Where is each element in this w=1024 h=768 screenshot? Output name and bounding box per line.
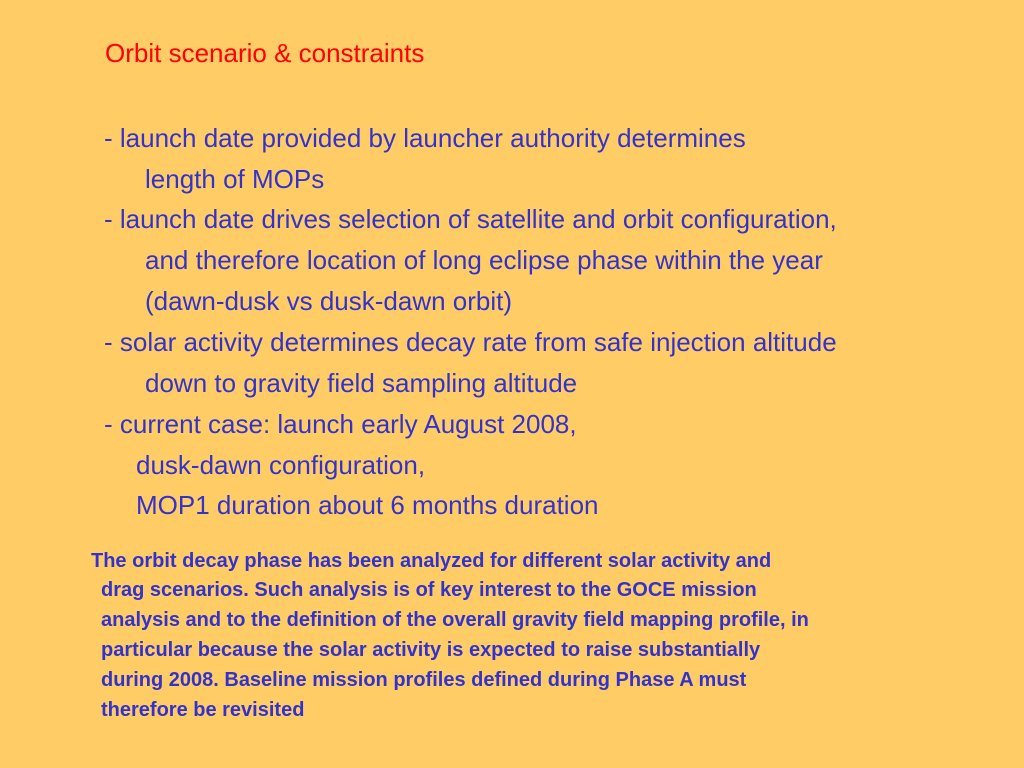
bullet-continuation: down to gravity field sampling altitude	[145, 368, 578, 398]
bullet-line: - solar activity determines decay rate from safe injection altitude	[104, 327, 837, 357]
note-line: therefore be revisited	[101, 699, 305, 721]
note-line: The orbit decay phase has been analyzed for different solar activity and	[91, 550, 772, 572]
note-line: during 2008. Baseline mission profiles defined during Phase A must	[101, 669, 747, 691]
bullet-line: - launch date drives selection of satellite and orbit configuration,	[104, 204, 837, 234]
note-line: particular because the solar activity is expected to raise substantially	[101, 639, 761, 661]
note-line: analysis and to the definition of the overall gravity field mapping profile, in	[101, 609, 809, 631]
note-line: drag scenarios. Such analysis is of key interest to the GOCE mission	[101, 579, 757, 601]
bullet-continuation: MOP1 duration about 6 months duration	[136, 490, 599, 520]
bullet-line: - launch date provided by launcher authority determines	[104, 123, 746, 153]
slide-title: Orbit scenario & constraints	[105, 38, 425, 68]
bullet-continuation: dusk-dawn configuration,	[136, 450, 426, 480]
bullet-continuation: (dawn-dusk vs dusk-dawn orbit)	[145, 286, 513, 316]
bullet-continuation: length of MOPs	[145, 164, 325, 194]
bullet-line: - current case: launch early August 2008,	[104, 409, 577, 439]
bullet-continuation: and therefore location of long eclipse phase within the year	[145, 245, 823, 275]
